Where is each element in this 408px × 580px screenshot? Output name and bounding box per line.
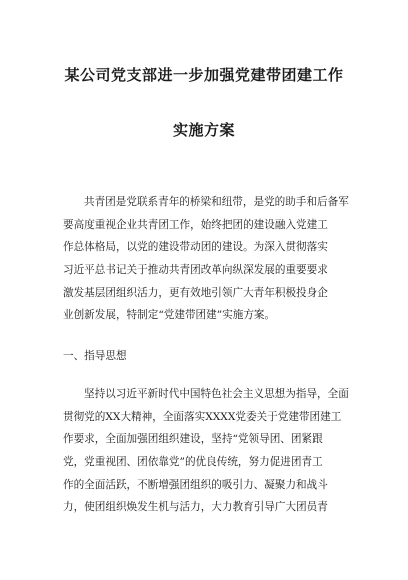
intro-paragraph	[63, 191, 353, 327]
paragraph-line: 作总体格局，以党的建设带动团的建设。为深入贯彻落实	[63, 241, 328, 254]
section-heading-text: 一、指导思想	[63, 350, 127, 362]
paragraph-line: 党，党重视团、团依靠党”的优良传统，努力促进团青工	[63, 456, 323, 469]
guiding-ideology-paragraph	[63, 383, 353, 519]
paragraph-line: 贯彻党的XX大精神，全面落实XXXX党委关于党建带团建工	[63, 410, 342, 423]
paragraph-line: 作要求，全面加强团组织建设，坚持“党领导团、团紧跟	[63, 433, 323, 446]
paragraph-line: 习近平总书记关于推动共青团改革向纵深发展的重要要求	[63, 264, 328, 277]
paragraph-line: 力，使团组织焕发生机与活力，大力教育引导广大团员青	[63, 501, 328, 514]
paragraph-line: 激发基层团组织活力，更有效地引领广大青年积极投身企	[63, 286, 328, 299]
section-heading	[63, 345, 353, 368]
paragraph-line: 要高度重视企业共青团工作，始终把团的建设融入党建工	[63, 218, 328, 231]
document-title-line-2: 实施方案	[172, 121, 235, 139]
paragraph-line: 坚持以习近平新时代中国特色社会主义思想为指导，全面	[84, 388, 349, 400]
paragraph-line: 业创新发展，特制定“党建带团建”实施方案。	[63, 309, 276, 322]
paragraph-line: 作的全面活跃，不断增强团组织的吸引力、凝聚力和战斗	[63, 478, 328, 491]
paragraph-line: 共青团是党联系青年的桥梁和纽带，是党的助手和后备军	[84, 196, 349, 208]
document-title-line-1: 某公司党支部进一步加强党建带团建工作	[64, 66, 344, 84]
